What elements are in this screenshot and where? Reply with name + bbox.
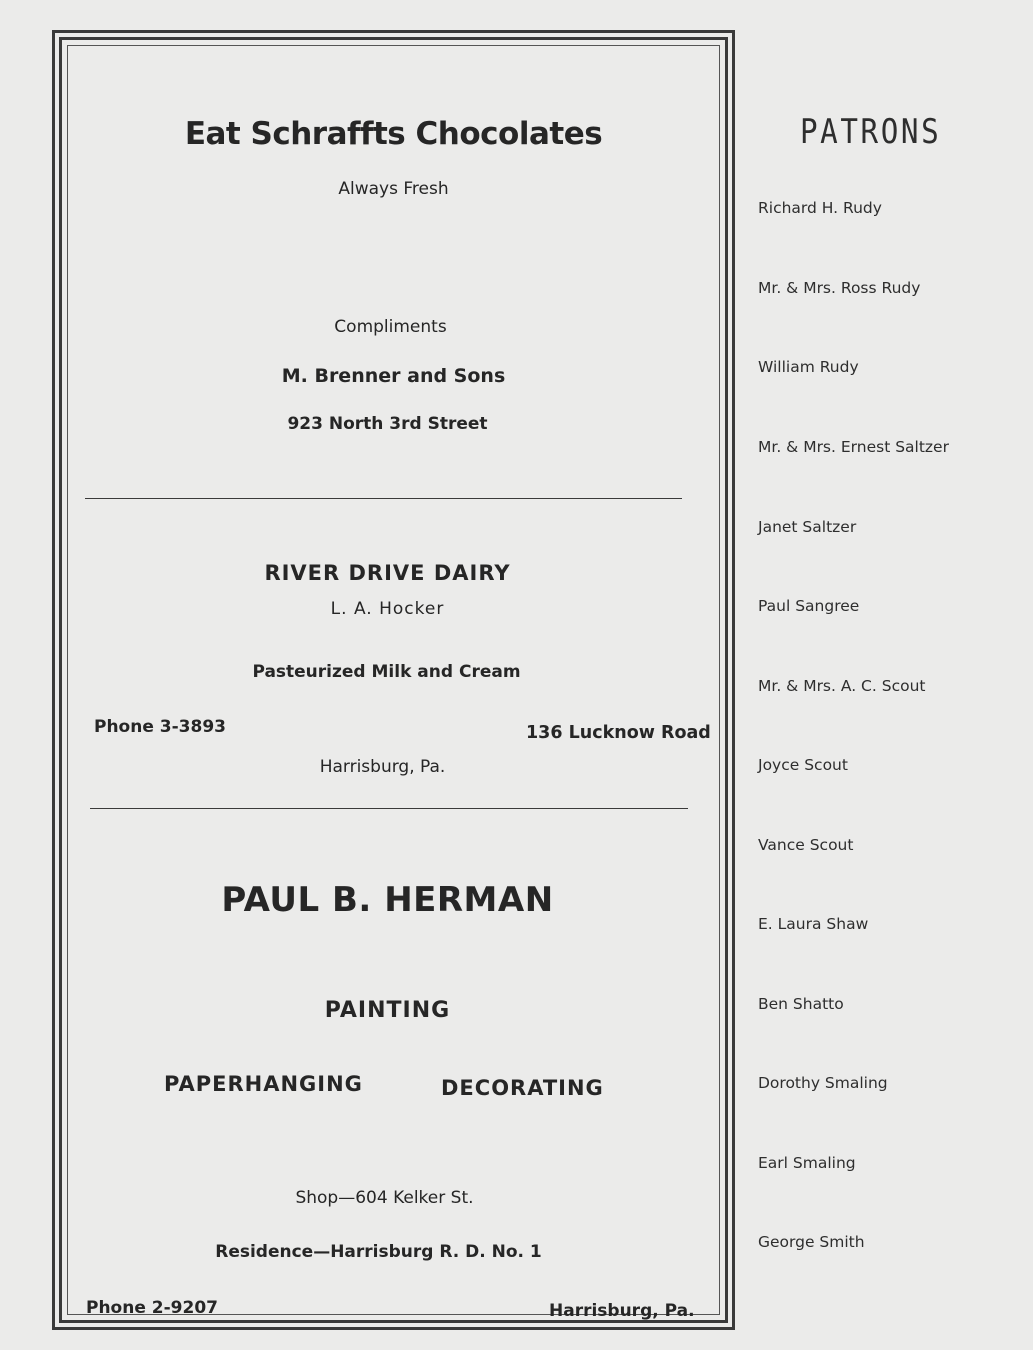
brenner-address: 923 North 3rd Street [287, 414, 488, 434]
divider-1 [85, 498, 682, 499]
patron-name: Joyce Scout [758, 756, 848, 774]
dairy-product: Pasteurized Milk and Cream [252, 662, 521, 682]
herman-painting: PAINTING [324, 998, 451, 1023]
herman-city: Harrisburg, Pa. [549, 1301, 695, 1321]
herman-decorating: DECORATING [441, 1076, 604, 1100]
patron-name: Ben Shatto [758, 995, 844, 1013]
patron-name: William Rudy [758, 358, 859, 376]
patron-name: Mr. & Mrs. Ernest Saltzer [758, 438, 949, 456]
schraffts-headline: Eat Schraffts Chocolates [184, 116, 603, 152]
herman-name: PAUL B. HERMAN [221, 880, 554, 920]
schraffts-tagline: Always Fresh [338, 179, 449, 199]
brenner-name: M. Brenner and Sons [281, 365, 506, 387]
dairy-city: Harrisburg, Pa. [319, 757, 446, 777]
brenner-compliments: Compliments [334, 317, 447, 337]
dairy-address: 136 Lucknow Road [526, 723, 711, 743]
herman-paperhanging: PAPERHANGING [164, 1072, 363, 1096]
dairy-phone: Phone 3-3893 [94, 717, 226, 737]
herman-residence: Residence—Harrisburg R. D. No. 1 [215, 1242, 542, 1262]
dairy-name: RIVER DRIVE DAIRY [264, 561, 511, 585]
patron-name: Vance Scout [758, 836, 854, 854]
patron-name: Dorothy Smaling [758, 1074, 888, 1092]
herman-shop: Shop—604 Kelker St. [295, 1188, 474, 1208]
dairy-owner: L. A. Hocker [330, 599, 445, 619]
patron-name: Mr. & Mrs. Ross Rudy [758, 279, 921, 297]
patron-name: Paul Sangree [758, 597, 860, 615]
patron-name: Mr. & Mrs. A. C. Scout [758, 677, 926, 695]
advertisement-panel [52, 30, 735, 1330]
patron-name: E. Laura Shaw [758, 915, 869, 933]
patron-name: Earl Smaling [758, 1154, 856, 1172]
patron-name: George Smith [758, 1233, 865, 1251]
divider-2 [90, 808, 688, 809]
patron-name: Janet Saltzer [758, 518, 857, 536]
patrons-title: PATRONS [800, 112, 942, 152]
herman-phone: Phone 2-9207 [86, 1298, 218, 1318]
patron-name: Richard H. Rudy [758, 199, 882, 217]
